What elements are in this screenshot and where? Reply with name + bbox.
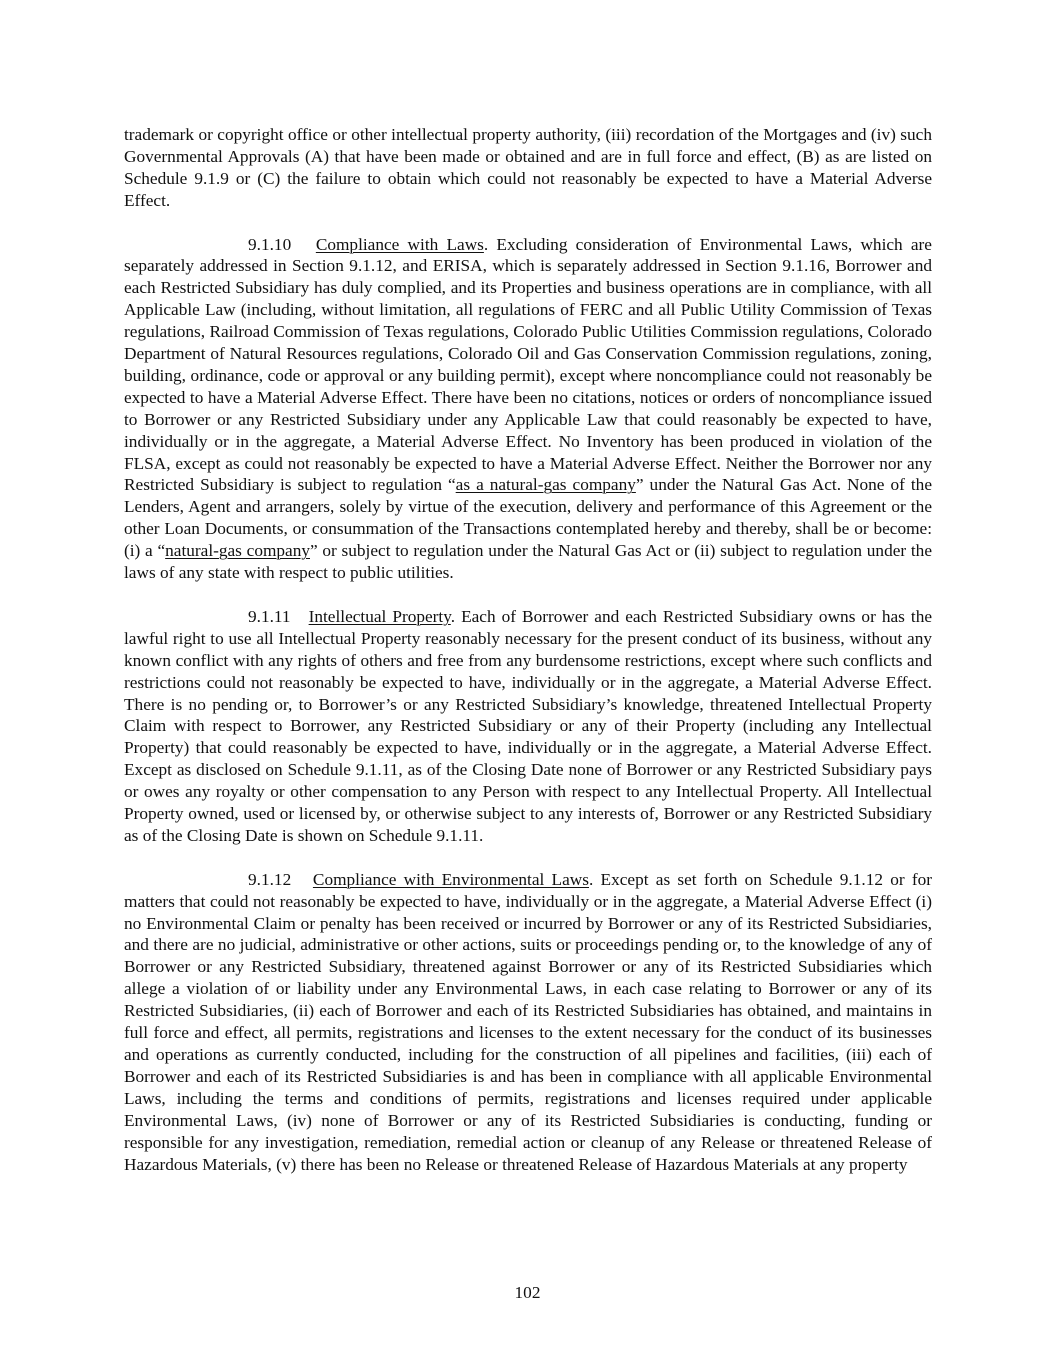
defined-term: as a natural-gas company [455,475,636,495]
section-9-1-12 [124,869,932,1176]
section-body: ” or subject to regulation under the Natural Gas Act or (ii) subject to regulation under the laws of any state with respect to public utilities. [124,541,932,583]
section-heading: Compliance with Laws [315,234,484,254]
section-number: 9.1.12 [248,869,292,889]
section-9-1-10 [124,234,932,585]
paragraph-continuation: trademark or copyright office or other intellectual property authority, (iii) recordation of the Mortgages and (iv) such Governmental Approvals (A) that have been made or obtained and are in full force and effect, (B) as are listed on Schedule 9.1.9 or (C) the failure to obtain which could not reasonably be expected to have a Material Adverse Effect. [124,125,932,210]
section-body: . Each of Borrower and each Restricted Subsidiary owns or has the lawful right to use all Intellectual Property reasonably necessary for the present conduct of its business, without any known conflict with any rights of others and free from any burdensome restrictions, except where such conflicts and restrictions could not reasonably be expected to have, individually or in the aggregate, a Material Adverse Effect. There is no pending or, to Borrower’s or any Restricted Subsidiary’s knowledge, threatened Intellectual Property Claim with respect to Borrower, any Restricted Subsidiary or any of their Property (including any Intellectual Property) that could reasonably be expected to have, individually or in the aggregate, a Material Adverse Effect. Except as disclosed on Schedule 9.1.11, as of the Closing Date none of Borrower or any Restricted Subsidiary pays or owes any royalty or other compensation to any Person with respect to any Intellectual Property. All Intellectual Property owned, used or licensed by, or otherwise subject to any interests of, Borrower or any Restricted Subsidiary as of the Closing Date is shown on Schedule 9.1.11. [124,606,933,845]
section-heading: Intellectual Property [308,606,451,626]
section-number: 9.1.10 [248,234,292,254]
section-heading: Compliance with Environmental Laws [312,869,589,889]
section-number: 9.1.11 [248,606,291,626]
page-number: 102 [514,1283,541,1302]
section-9-1-11 [124,606,932,847]
document-page [124,124,932,1197]
defined-term: natural-gas company [165,541,310,561]
section-body: ” under the Natural Gas Act. None of the Lenders, Agent and arrangers, solely by virtue of the execution, delivery and performance of this Agreement or the other Loan Documents, or consummation of the Transactions contemplated hereby and thereby, shall be or become: (i) a “ [124,475,932,561]
section-body: . Excluding consideration of Environmental Laws, which are separately addressed in Section 9.1.12, and ERISA, which is separately addressed in Section 9.1.16, Borrower and each Restricted Subsidiary has duly complied, and its Properties and business operations are in compliance, with all Applicable Law (including, without limitation, all regulations of FERC and all Public Utility Commission of Texas regulations, Railroad Commission of Texas regulations, Colorado Public Utilities Commission regulations, Colorado Department of Natural Resources regulations, Colorado Oil and Gas Conservation Commission regulations, zoning, building, ordinance, code or approval or any building permit), except where noncompliance could not reasonably be expected to have a Material Adverse Effect. There have been no citations, notices or orders of noncompliance issued to Borrower or any Restricted Subsidiary under any Applicable Law that could reasonably be expected to have, individually or in the aggregate, a Material Adverse Effect. No Inventory has been produced in violation of the FLSA, except as could not reasonably be expected to have a Material Adverse Effect. Neither the Borrower nor any Restricted Subsidiary is subject to regulation “ [124,234,932,495]
section-body: . Except as set forth on Schedule 9.1.12 or for matters that could not reasonably be expected to have, individually or in the aggregate, a Material Adverse Effect (i) no Environmental Claim or penalty has been received or incurred by Borrower or any of its Restricted Subsidiaries, and there are no judicial, administrative or other actions, suits or proceedings pending or, to the knowledge of any of Borrower or any Restricted Subsidiary, threatened against Borrower or any of its Restricted Subsidiaries which allege a violation of or liability under any Environmental Laws, in each case relating to Borrower or any of its Restricted Subsidiaries, (ii) each of Borrower and each of its Restricted Subsidiaries has obtained, and maintains in full force and effect, all permits, registrations and licenses to the extent necessary for the conduct of its businesses and operations as currently conducted, including for the construction of all pipelines and facilities, (iii) each of Borrower and each of its Restricted Subsidiaries is and has been in compliance with all applicable Environmental Laws, including the terms and conditions of permits, registrations and licenses required under applicable Environmental Laws, (iv) none of Borrower or any of its Restricted Subsidiaries is conducting, funding or responsible for any investigation, remediation, remedial action or cleanup of any Release or threatened Release of Hazardous Materials, (v) there has been no Release or threatened Release of Hazardous Materials at any property [124,869,932,1174]
